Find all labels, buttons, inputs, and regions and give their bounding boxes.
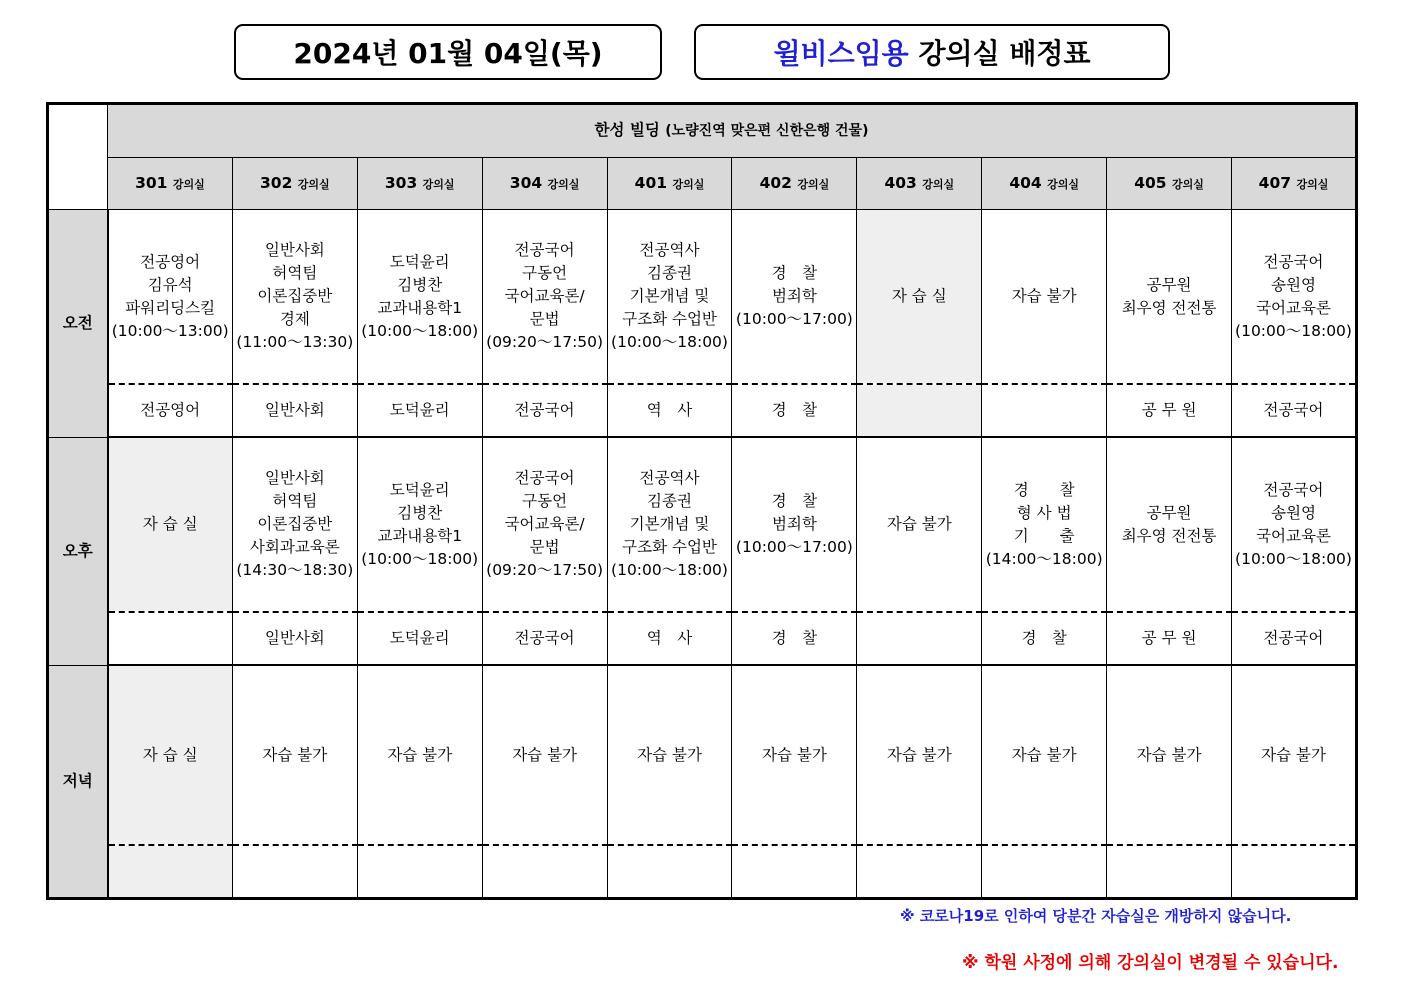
cell-line: 김종권 (647, 264, 692, 282)
cell-line: 허역팀 (272, 264, 318, 282)
cell-line: 자 습 실 (891, 287, 947, 305)
cell-line: 전공역사 (639, 469, 700, 487)
subject-cell (982, 384, 1107, 437)
building-header (108, 104, 1357, 158)
subject-cell: 일반사회 (232, 384, 357, 437)
cell-line: 경 찰 (771, 264, 818, 282)
schedule-cell (1107, 210, 1232, 385)
brand-name: 윌비스임용 (773, 37, 909, 70)
corner-cell (48, 104, 108, 210)
cell-line: 최우영 전전통 (1121, 298, 1217, 317)
cell-line: 전공영어 (140, 252, 201, 271)
cell-line: 구동언 (522, 492, 568, 510)
cell-line: 구조화 수업반 (622, 538, 717, 556)
subject-cell: 전공국어 (482, 384, 607, 437)
cell-line: 전공국어 (514, 469, 575, 487)
subject-cell: 공 무 원 (1107, 384, 1232, 437)
period-label: 저녁 (48, 665, 108, 899)
subject-cell: 전공국어 (1232, 612, 1357, 665)
cell-line: 문법 (529, 310, 560, 328)
cell-line: (09:20～17:50) (486, 333, 604, 351)
schedule-cell (857, 665, 982, 845)
room-number: 407 (1258, 173, 1292, 192)
room-suffix: 강의실 (297, 177, 330, 191)
room-suffix: 강의실 (172, 177, 205, 191)
cell-line: (10:00～18:00) (1235, 321, 1352, 340)
cell-line: 자습 불가 (387, 745, 453, 764)
cell-line: 전공역사 (639, 241, 700, 259)
room-header-404 (982, 158, 1107, 210)
schedule-cell (607, 665, 732, 845)
cell-line: 자 습 실 (142, 515, 198, 533)
cell-line: 송원영 (1271, 503, 1316, 522)
period-row-main (48, 210, 1357, 385)
room-suffix: 강의실 (1296, 177, 1329, 191)
subject-cell: 도덕윤리 (357, 384, 482, 437)
cell-line: 경제 (279, 310, 310, 328)
cell-line: 일반사회 (264, 241, 325, 259)
cell-line: (10:00～17:00) (735, 538, 853, 556)
room-number: 403 (884, 173, 917, 192)
room-header-405 (1107, 158, 1232, 210)
schedule-cell (1232, 210, 1357, 385)
cell-line: 자습 불가 (1261, 745, 1326, 764)
period-label: 오후 (48, 437, 108, 665)
room-header-402 (732, 158, 857, 210)
schedule-cell (482, 210, 607, 385)
cell-line: 사회과교육론 (249, 538, 340, 556)
cell-line: 자습 불가 (886, 515, 952, 533)
cell-line: 자습 불가 (886, 745, 952, 764)
cell-line: (11:00～13:30) (236, 333, 354, 351)
schedule-cell (232, 665, 357, 845)
room-header-301 (108, 158, 233, 210)
date-title (234, 24, 662, 80)
cell-line: (10:00～18:00) (1235, 549, 1352, 568)
cell-line: 김병찬 (397, 503, 443, 522)
room-number: 303 (384, 173, 418, 192)
schedule-cell (108, 437, 233, 612)
subject-cell (1107, 845, 1232, 899)
schedule-cell (1232, 665, 1357, 845)
cell-line: 자습 불가 (1136, 745, 1202, 764)
cell-line: 허역팀 (272, 492, 318, 510)
cell-line: (09:20～17:50) (486, 561, 604, 579)
cell-line: (10:00～18:00) (611, 333, 728, 351)
cell-line: 전공국어 (1263, 480, 1324, 499)
change-notice: ※ 학원 사정에 의해 강의실이 변경될 수 있습니다. (962, 953, 1339, 973)
schedule-cell (232, 210, 357, 385)
schedule-cell (732, 665, 857, 845)
subject-cell (857, 612, 982, 665)
cell-line: (10:00～17:00) (735, 310, 853, 328)
cell-line: 자습 불가 (512, 745, 578, 764)
period-row-main (48, 665, 1357, 845)
subject-cell: 도덕윤리 (357, 612, 482, 665)
cell-line: 기본개념 및 (629, 515, 710, 533)
cell-line: 자 습 실 (142, 745, 198, 764)
subject-cell (108, 612, 233, 665)
cell-line: 구동언 (522, 264, 568, 282)
schedule-cell (357, 210, 482, 385)
cell-line: 도덕윤리 (389, 252, 450, 271)
cell-line: 교과내용학1 (377, 526, 463, 545)
subject-cell: 역 사 (607, 384, 732, 437)
subject-cell (1232, 845, 1357, 899)
period-row-subject (48, 384, 1357, 437)
subject-cell: 일반사회 (232, 612, 357, 665)
cell-line: 공무원 (1146, 503, 1192, 522)
cell-line: 김유석 (147, 275, 193, 294)
room-suffix: 강의실 (422, 177, 455, 191)
period-label: 오전 (48, 210, 108, 438)
cell-line: 전공국어 (1263, 252, 1324, 271)
schedule-cell (982, 437, 1107, 612)
room-header-403 (857, 158, 982, 210)
cell-line: 파워리딩스킬 (125, 298, 216, 317)
schedule-cell (108, 210, 233, 385)
cell-line: 경 찰 (1013, 480, 1075, 499)
cell-line: (10:00～13:00) (111, 321, 229, 340)
cell-line: 기본개념 및 (629, 287, 710, 305)
covid-notice: ※ 코로나19로 인하여 당분간 자습실은 개방하지 않습니다. (900, 907, 1292, 925)
cell-line: 김병찬 (397, 275, 443, 294)
cell-line: 교과내용학1 (377, 298, 463, 317)
building-name: 한성 빌딩 (594, 121, 660, 139)
room-suffix: 강의실 (672, 177, 705, 191)
period-row-subject (48, 612, 1357, 665)
room-header-407 (1232, 158, 1357, 210)
subject-cell (732, 845, 857, 899)
cell-line: 경 찰 (771, 492, 818, 510)
subject-cell: 경 찰 (732, 384, 857, 437)
cell-line: (10:00～18:00) (361, 549, 479, 568)
subject-cell (232, 845, 357, 899)
title-text: 강의실 배정표 (918, 37, 1091, 70)
schedule-cell (857, 437, 982, 612)
cell-line: 국어교육론 (1256, 526, 1331, 545)
room-number: 401 (634, 173, 668, 192)
room-header-303 (357, 158, 482, 210)
cell-line: 국어교육론/ (504, 515, 585, 533)
room-number: 302 (260, 173, 293, 192)
subject-cell (108, 845, 233, 899)
cell-line: (10:00～18:00) (361, 321, 479, 340)
cell-line: 자습 불가 (1011, 287, 1077, 305)
subject-cell (607, 845, 732, 899)
cell-line: 기 출 (1013, 526, 1075, 545)
schedule-cell (232, 437, 357, 612)
room-number: 405 (1134, 173, 1167, 192)
cell-line: 범죄학 (771, 515, 817, 533)
room-number: 304 (509, 173, 543, 192)
subject-cell: 전공국어 (482, 612, 607, 665)
cell-line: (14:30～18:30) (236, 561, 354, 579)
subject-cell (857, 845, 982, 899)
subject-cell (982, 845, 1107, 899)
schedule-cell (357, 665, 482, 845)
schedule-title (694, 24, 1170, 80)
schedule-cell (732, 437, 857, 612)
cell-line: 김종권 (647, 492, 692, 510)
date-text: 2024년 01월 04일(목) (293, 37, 603, 70)
schedule-cell (982, 210, 1107, 385)
schedule-cell (482, 665, 607, 845)
cell-line: 자습 불가 (761, 745, 827, 764)
cell-line: 문법 (529, 538, 560, 556)
schedule-cell (607, 210, 732, 385)
room-number: 301 (135, 173, 168, 192)
room-header-304 (482, 158, 607, 210)
subject-cell: 경 찰 (732, 612, 857, 665)
subject-cell: 역 사 (607, 612, 732, 665)
period-row-main (48, 437, 1357, 612)
subject-cell: 전공국어 (1232, 384, 1357, 437)
period-row-subject (48, 845, 1357, 899)
schedule-cell (982, 665, 1107, 845)
subject-cell: 전공영어 (108, 384, 233, 437)
schedule-cell (607, 437, 732, 612)
room-number: 404 (1009, 173, 1042, 192)
cell-line: 국어교육론/ (504, 287, 585, 305)
subject-cell (357, 845, 482, 899)
schedule-cell (1107, 437, 1232, 612)
cell-line: 자습 불가 (637, 745, 702, 764)
room-suffix: 강의실 (547, 177, 580, 191)
room-number: 402 (759, 173, 792, 192)
schedule-cell (357, 437, 482, 612)
room-suffix: 강의실 (797, 177, 830, 191)
schedule-cell (732, 210, 857, 385)
room-suffix: 강의실 (1047, 177, 1079, 191)
cell-line: 자습 불가 (1011, 745, 1077, 764)
cell-line: (14:00～18:00) (985, 549, 1103, 568)
cell-line: 송원영 (1271, 275, 1316, 294)
classroom-schedule-table (46, 102, 1358, 900)
subject-cell (857, 384, 982, 437)
schedule-cell (108, 665, 233, 845)
subject-cell: 경 찰 (982, 612, 1107, 665)
cell-line: 자습 불가 (262, 745, 328, 764)
cell-line: 국어교육론 (1256, 298, 1331, 317)
cell-line: 도덕윤리 (389, 480, 450, 499)
cell-line: 일반사회 (264, 469, 325, 487)
cell-line: (10:00～18:00) (611, 561, 728, 579)
room-header-row (48, 158, 1357, 210)
schedule-cell (857, 210, 982, 385)
building-location: (노량진역 맞은편 신한은행 건물) (665, 123, 869, 139)
room-suffix: 강의실 (922, 177, 955, 191)
cell-line: 최우영 전전통 (1121, 526, 1217, 545)
room-suffix: 강의실 (1172, 177, 1204, 191)
schedule-cell (482, 437, 607, 612)
cell-line: 형 사 법 (1016, 503, 1072, 522)
room-header-401 (607, 158, 732, 210)
schedule-cell (1107, 665, 1232, 845)
subject-cell: 공 무 원 (1107, 612, 1232, 665)
cell-line: 전공국어 (514, 241, 575, 259)
subject-cell (482, 845, 607, 899)
cell-line: 범죄학 (771, 287, 817, 305)
cell-line: 구조화 수업반 (622, 310, 717, 328)
room-header-302 (232, 158, 357, 210)
cell-line: 이론집중반 (257, 515, 333, 533)
cell-line: 공무원 (1146, 275, 1192, 294)
schedule-cell (1232, 437, 1357, 612)
cell-line: 이론집중반 (257, 287, 333, 305)
